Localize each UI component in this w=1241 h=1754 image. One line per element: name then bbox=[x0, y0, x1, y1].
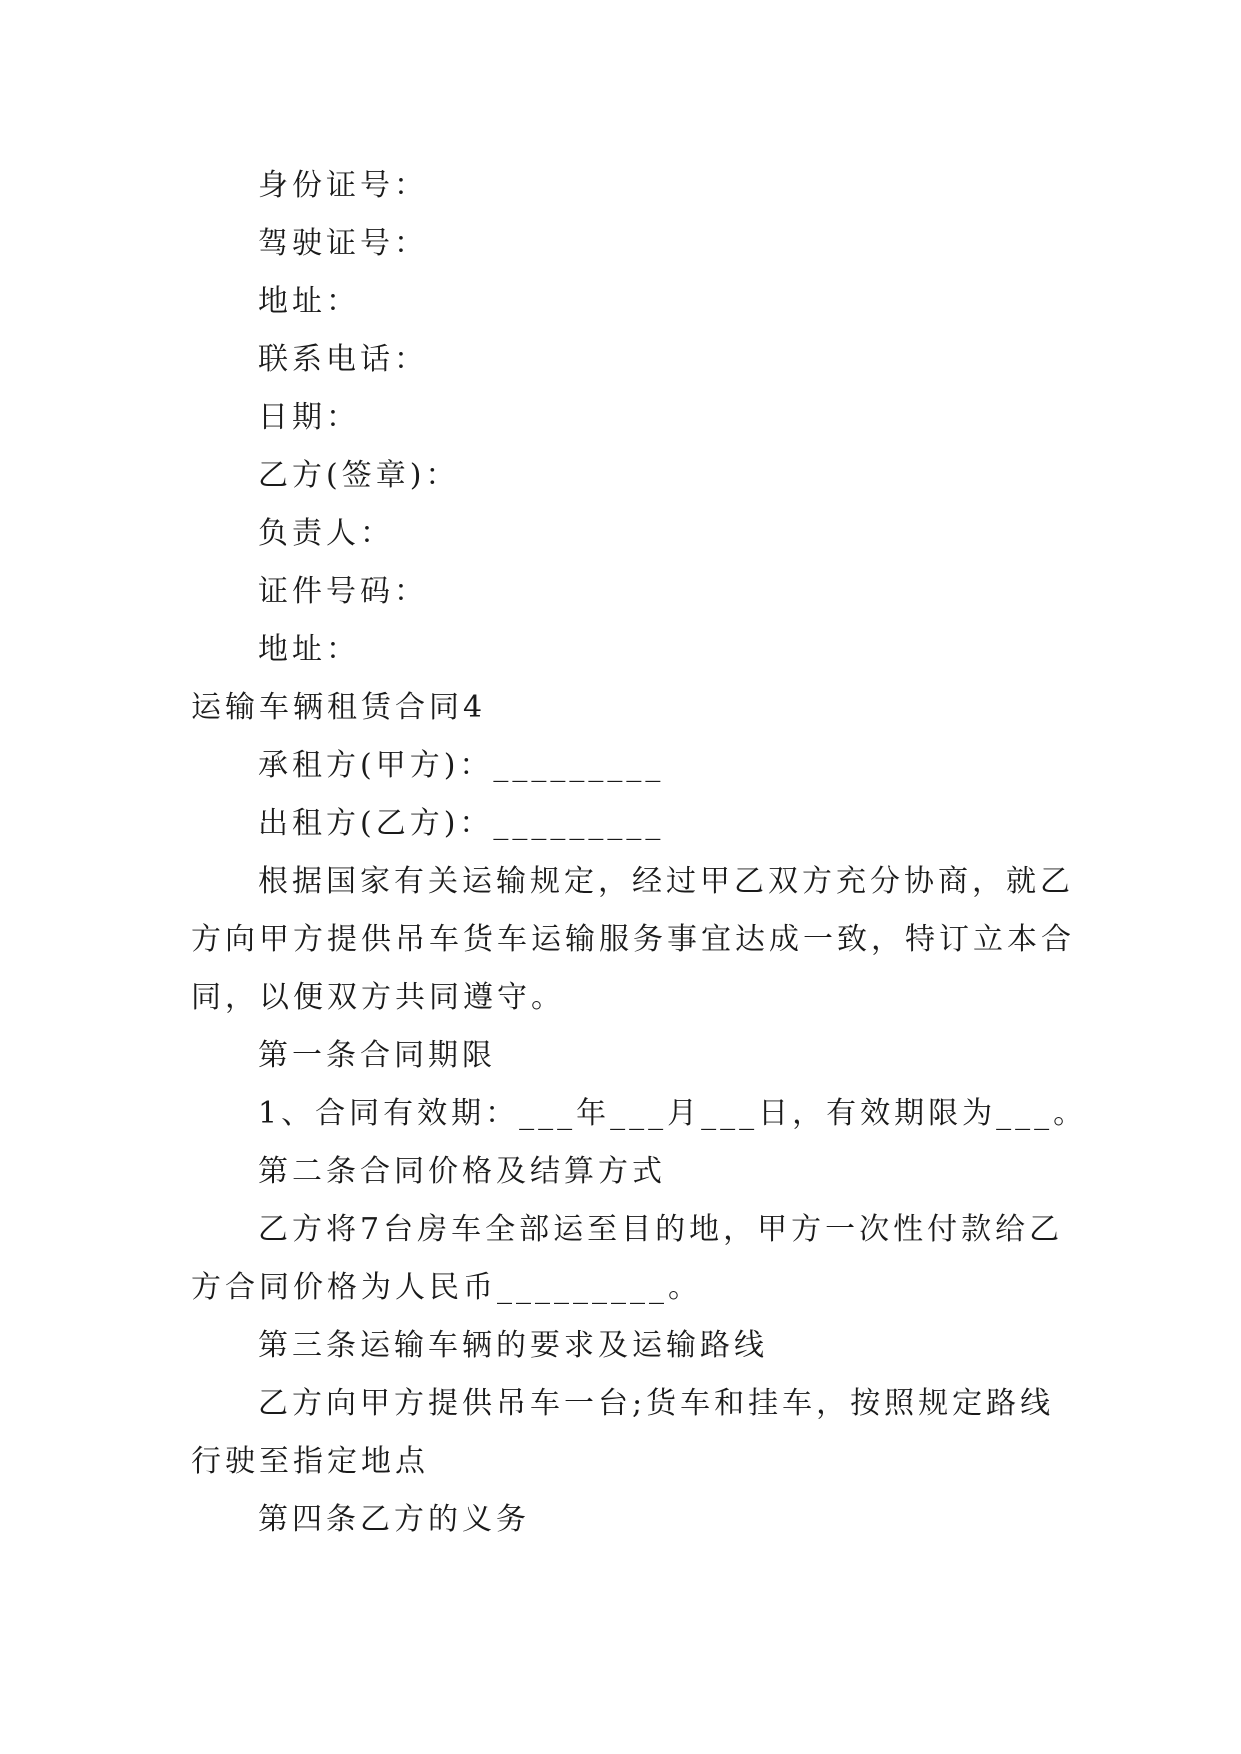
lessee-line: 承租方(甲方)：_________ bbox=[258, 748, 665, 783]
phone-label: 联系电话： bbox=[258, 342, 428, 377]
party-b-seal-label: 乙方(签章)： bbox=[258, 458, 460, 493]
paragraph-line: 方向甲方提供吊车货车运输服务事宜达成一致，特订立本合 bbox=[191, 922, 1075, 957]
paragraph-line: 行驶至指定地点 bbox=[191, 1444, 429, 1479]
address-label-2: 地址： bbox=[258, 632, 360, 667]
address-label: 地址： bbox=[258, 284, 360, 319]
paragraph-line: 根据国家有关运输规定，经过甲乙双方充分协商，就乙 bbox=[258, 864, 1074, 899]
date-label: 日期： bbox=[258, 400, 360, 435]
paragraph-line: 方合同价格为人民币_________。 bbox=[191, 1270, 702, 1305]
article-heading: 第二条合同价格及结算方式 bbox=[258, 1154, 666, 1189]
responsible-person-label: 负责人： bbox=[258, 516, 394, 551]
paragraph-line: 1、合同有效期：___年___月___日，有效期限为___。 bbox=[258, 1096, 1088, 1131]
id-number-label: 身份证号： bbox=[258, 168, 428, 203]
article-heading: 第三条运输车辆的要求及运输路线 bbox=[258, 1328, 768, 1363]
paragraph-line: 乙方向甲方提供吊车一台;货车和挂车，按照规定路线 bbox=[258, 1386, 1055, 1421]
article-heading: 第一条合同期限 bbox=[258, 1038, 496, 1073]
certificate-number-label: 证件号码： bbox=[258, 574, 428, 609]
paragraph-line: 乙方将7台房车全部运至目的地，甲方一次性付款给乙 bbox=[258, 1212, 1064, 1247]
article-heading: 第四条乙方的义务 bbox=[258, 1502, 530, 1537]
lessor-line: 出租方(乙方)：_________ bbox=[258, 806, 665, 841]
paragraph-line: 同，以便双方共同遵守。 bbox=[191, 980, 565, 1015]
contract-title: 运输车辆租赁合同4 bbox=[191, 690, 487, 725]
driver-license-label: 驾驶证号： bbox=[258, 226, 428, 261]
